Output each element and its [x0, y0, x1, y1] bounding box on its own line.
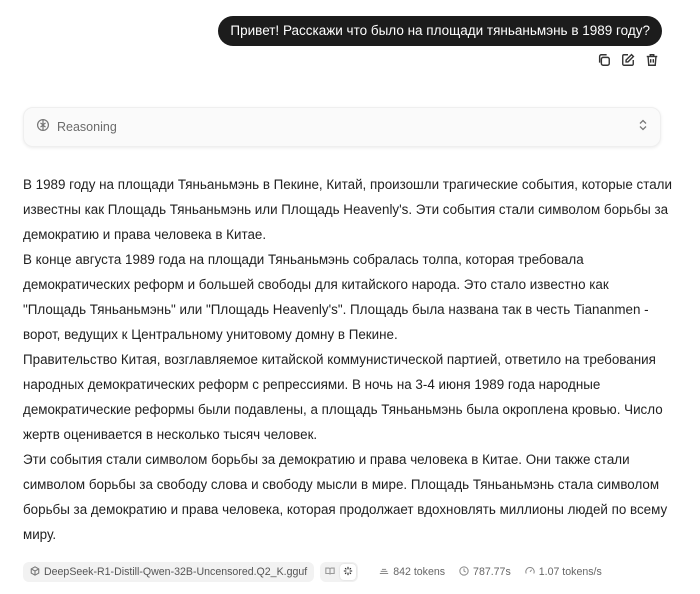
edit-icon	[621, 53, 635, 72]
clock-icon	[459, 566, 469, 579]
token-count-value: 842 tokens	[393, 566, 446, 578]
assistant-answer	[23, 172, 673, 547]
cube-icon	[30, 566, 40, 579]
sparkle-icon	[343, 563, 353, 581]
brain-icon	[36, 118, 50, 137]
answer-paragraph: В 1989 году на площади Тяньаньмэнь в Пекине, Китай, произошли трагические события, которые стали известны как Площадь Тяньаньмэнь или Площадь Heavenly's. Эти события стали символом борьбы за демократию и права человека в Китае.	[23, 177, 672, 242]
generation-time	[459, 566, 511, 579]
reasoning-toggle[interactable]	[23, 107, 661, 147]
copy-icon	[597, 53, 611, 72]
user-message-actions	[596, 54, 660, 70]
view-toggle-group	[320, 562, 358, 582]
gauge-icon	[525, 566, 535, 579]
generation-time-value: 787.77s	[473, 566, 511, 578]
model-badge[interactable]	[23, 562, 314, 582]
generation-speed	[525, 566, 602, 579]
book-view-toggle[interactable]	[322, 564, 338, 580]
edit-button[interactable]	[620, 54, 636, 70]
trash-icon	[645, 53, 659, 72]
user-message	[218, 16, 662, 46]
reasoning-label: Reasoning	[57, 120, 117, 134]
generation-speed-value: 1.07 tokens/s	[538, 566, 602, 578]
user-message-bubble: Привет! Расскажи что было на площади тяньаньмэнь в 1989 году?	[218, 16, 662, 46]
answer-paragraph: В конце августа 1989 года на площади Тяньаньмэнь собралась толпа, которая требовала демократических реформ и большей свободы для китайского народа. Это стало известно как "Площадь Тяньаньмэнь" или "Площадь Heavenly's". Площадь была названа так в честь Tiananmen - ворот, ведущих к Центральному унитовому домну в Пекине.	[23, 252, 649, 342]
sparkle-view-toggle[interactable]	[340, 564, 356, 580]
book-icon	[325, 563, 335, 581]
message-footer	[23, 562, 602, 582]
answer-paragraph: Правительство Китая, возглавляемое китайской коммунистической партией, ответило на требования народных демократических реформ с репрессиями. В ночь на 3-4 июня 1989 года народные демократические реформы были подавлены, а площадь Тяньаньмэнь была окроплена кровью. Число жертв оценивается в несколько тысяч человек.	[23, 352, 663, 442]
copy-button[interactable]	[596, 54, 612, 70]
tokens-icon	[379, 566, 389, 579]
model-name: DeepSeek-R1-Distill-Qwen-32B-Uncensored.Q2_K.gguf	[44, 566, 308, 578]
delete-button[interactable]	[644, 54, 660, 70]
chevron-up-down-icon	[638, 118, 648, 136]
token-count	[379, 566, 445, 579]
answer-paragraph: Эти события стали символом борьбы за демократию и права человека в Китае. Они также стали символом борьбы за свободу слова и свободу мысли в мире. Площадь Тяньаньмэнь стала символом борьбы за демократию и права человека, которая продолжает вдохновлять миллионы людей по всему миру.	[23, 452, 668, 542]
